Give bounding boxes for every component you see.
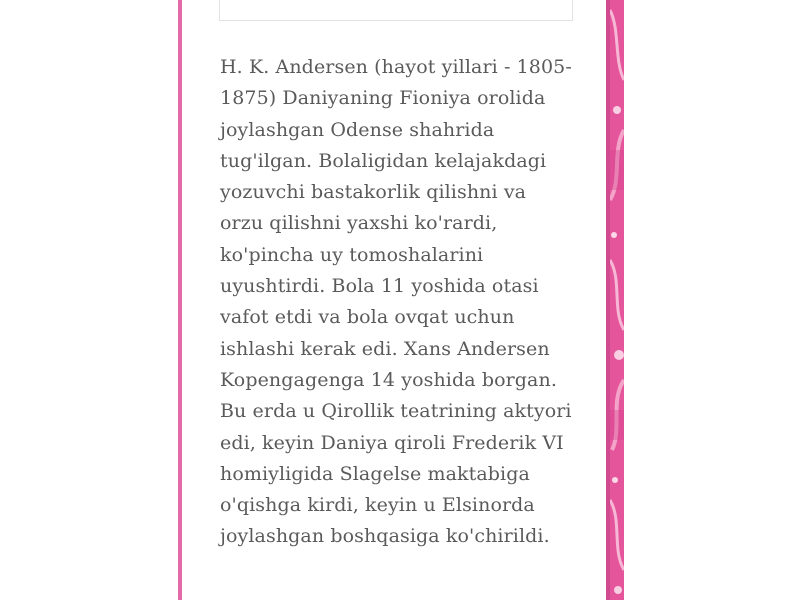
text-line: joylashgan boshqasiga ko'chirildi. xyxy=(220,525,550,548)
text-line: tug'ilgan. Bolaligidan kelajakdagi xyxy=(220,149,547,172)
text-line: vafot etdi va bola ovqat uchun xyxy=(220,306,515,329)
decorative-pattern-strip xyxy=(610,0,624,600)
text-line: edi, keyin Daniya qiroli Frederik VI xyxy=(220,431,564,454)
text-line: Kopengagenga 14 yoshida borgan. xyxy=(220,368,557,391)
text-line: uyushtirdi. Bola 11 yoshida otasi xyxy=(220,275,539,298)
top-embedded-box xyxy=(219,0,573,21)
text-line: homiyligida Slagelse maktabiga xyxy=(220,462,530,485)
text-line: H. K. Andersen (hayot yillari - 1805- xyxy=(220,56,572,78)
text-line: ishlashi kerak edi. Xans Andersen xyxy=(220,337,550,360)
text-line: yozuvchi bastakorlik qilishni va xyxy=(220,181,527,204)
text-line: o'qishga kirdi, keyin u Elsinorda xyxy=(220,494,535,517)
text-line: orzu qilishni yaxshi ko'rardi, xyxy=(220,212,498,235)
text-line: Bu erda u Qirollik teatrining aktyori xyxy=(220,400,572,423)
text-line: ko'pincha uy tomoshalarini xyxy=(220,243,484,266)
article-card xyxy=(182,0,606,600)
text-line: 1875) Daniyaning Fioniya orolida xyxy=(220,87,546,110)
text-line: joylashgan Odense shahrida xyxy=(220,118,495,141)
article-paragraph xyxy=(220,52,580,553)
